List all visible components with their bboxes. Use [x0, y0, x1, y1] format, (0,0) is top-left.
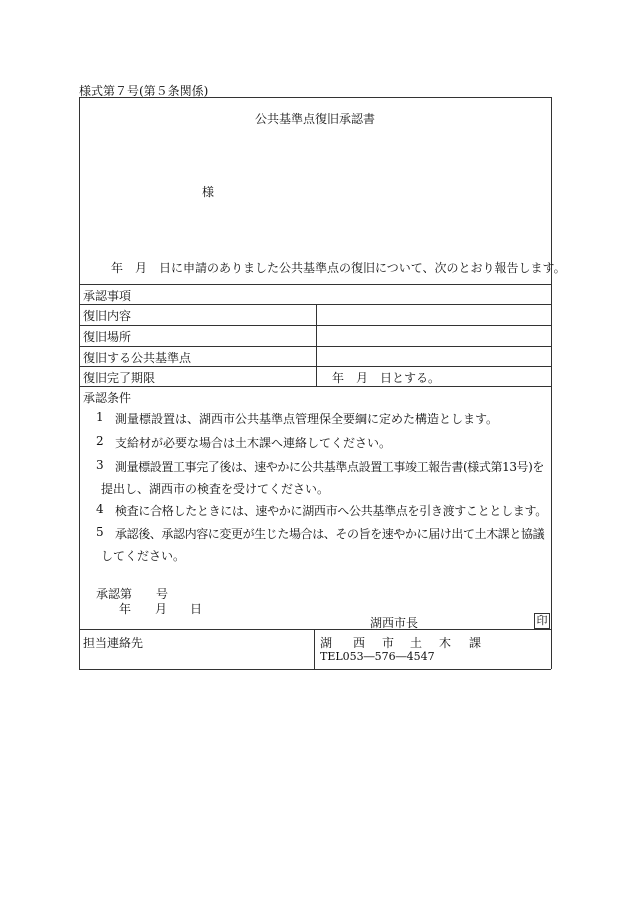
date-year: 年: [119, 602, 132, 616]
contact-dept-char: 課: [469, 636, 482, 650]
contact-label: 担当連絡先: [83, 636, 144, 650]
form-number: 様式第７号(第５条関係): [79, 84, 209, 98]
issuer-title: 湖西市長: [370, 616, 419, 630]
addressee-suffix: 様: [202, 185, 215, 199]
intro-text: 年 月 日に申請のありました公共基準点の復旧について、次のとおり報告します。: [111, 261, 566, 275]
contact-phone: TEL053―576―4547: [320, 650, 435, 663]
condition-text: 測量標設置は、湖西市公共基準点管理保全要綱に定めた構造とします。: [115, 412, 499, 426]
approval-number-suffix: 号: [156, 587, 169, 601]
approval-number-prefix: 承認第: [96, 587, 133, 601]
contact-dept-char: 木: [439, 636, 452, 650]
row-label: 復旧場所: [83, 330, 132, 344]
condition-continuation: してください。: [101, 549, 186, 563]
condition-number: 2: [96, 434, 104, 448]
approval-items-header: 承認事項: [83, 289, 132, 303]
condition-text: 測量標設置工事完了後は、速やかに公共基準点設置工事竣工報告書(様式第13号)を: [115, 460, 545, 474]
row-label: 復旧する公共基準点: [83, 351, 192, 365]
date-month: 月: [155, 602, 168, 616]
conditions-header: 承認条件: [83, 391, 132, 405]
condition-text: 検査に合格したときには、速やかに湖西市へ公共基準点を引き渡すこととします。: [115, 504, 547, 518]
row-label: 復旧完了期限: [83, 371, 156, 385]
document-title: 公共基準点復旧承認書: [254, 112, 375, 126]
condition-number: 1: [96, 410, 104, 424]
condition-number: 4: [96, 502, 104, 516]
contact-dept-char: 西: [353, 636, 366, 650]
contact-dept-char: 湖: [320, 636, 333, 650]
condition-number: 5: [96, 525, 104, 539]
row-label: 復旧内容: [83, 309, 132, 323]
seal-stamp: 印: [534, 613, 550, 629]
condition-text: 承認後、承認内容に変更が生じた場合は、その旨を速やかに届け出て土木課と協議: [115, 527, 545, 541]
condition-number: 3: [96, 458, 104, 472]
condition-continuation: 提出し、湖西市の検査を受けてください。: [101, 482, 330, 496]
condition-text: 支給材が必要な場合は土木課へ連絡してください。: [115, 436, 392, 450]
contact-dept-char: 土: [410, 636, 423, 650]
deadline-value: 年 月 日とする。: [332, 371, 441, 385]
contact-dept-char: 市: [382, 636, 395, 650]
date-day: 日: [190, 602, 203, 616]
